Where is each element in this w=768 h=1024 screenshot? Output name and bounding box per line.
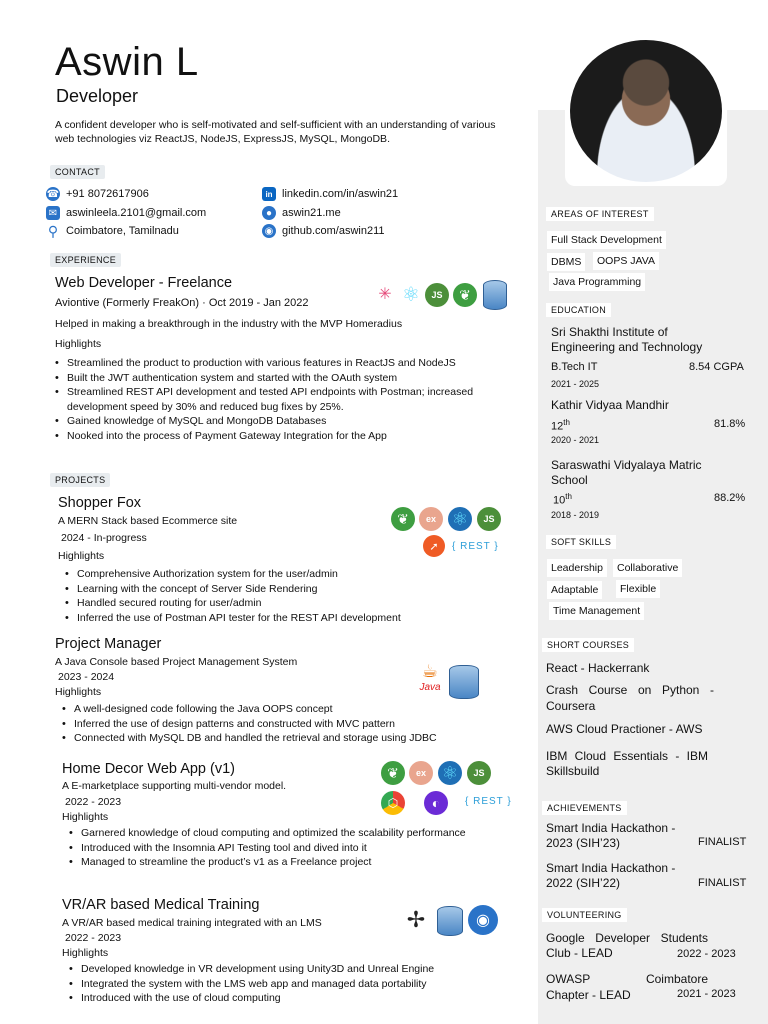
interest-heading: AREAS OF INTEREST bbox=[546, 207, 654, 221]
summary-text: A confident developer who is self-motivated and self-sufficient with an understanding of various web technologies viz ReactJS, NodeJS, ExpressJS, MySQL, MongoDB. bbox=[55, 119, 496, 145]
education-heading: EDUCATION bbox=[546, 303, 611, 317]
projects-heading: PROJECTS bbox=[50, 473, 110, 487]
website-row bbox=[262, 206, 341, 220]
degree-suffix: th bbox=[563, 418, 570, 427]
experience-highlights bbox=[54, 356, 474, 443]
volunteer-title-continued: Club - LEAD bbox=[546, 946, 613, 960]
list-item: • Inferred the use of Postman API tester for the REST API development bbox=[64, 611, 504, 626]
volunteer-years: 2022 - 2023 bbox=[677, 948, 736, 960]
years: 2018 - 2019 bbox=[551, 510, 600, 520]
mysql-icon bbox=[449, 665, 479, 699]
project-subtitle: A Java Console based Project Management System bbox=[55, 656, 298, 668]
project-highlights bbox=[61, 702, 491, 746]
phone-row bbox=[46, 187, 149, 201]
linkedin-row bbox=[262, 187, 398, 201]
java-icon bbox=[416, 660, 444, 700]
project-title: VR/AR based Medical Training bbox=[62, 897, 260, 913]
score: 81.8% bbox=[714, 418, 746, 430]
nodejs-icon: JS bbox=[425, 283, 449, 307]
skill-pill: Collaborative bbox=[613, 559, 682, 577]
candidate-name: Aswin L bbox=[55, 40, 199, 84]
project-date: 2024 - In-progress bbox=[61, 532, 147, 544]
list-item: • Comprehensive Authorization system for the user/admin bbox=[64, 567, 504, 582]
skill-pill: Time Management bbox=[549, 602, 644, 620]
phone-text: +91 8072617906 bbox=[66, 188, 149, 200]
project-highlights-label: Highlights bbox=[55, 686, 102, 698]
linkedin-icon: in bbox=[262, 187, 276, 201]
volunteer-title: OWASP Coimbatore bbox=[546, 972, 708, 986]
score: 88.2% bbox=[714, 492, 746, 504]
project-subtitle: A MERN Stack based Ecommerce site bbox=[58, 515, 238, 527]
contact-heading: CONTACT bbox=[50, 165, 105, 179]
rest-icon: { REST } bbox=[452, 541, 499, 552]
interest-pill: Full Stack Development bbox=[547, 231, 666, 249]
skill-pill: Adaptable bbox=[547, 581, 602, 599]
unity-icon: ✢ bbox=[406, 907, 426, 932]
github-icon: ◉ bbox=[262, 224, 276, 238]
mongodb-icon: ❦ bbox=[391, 507, 415, 531]
project-title: Project Manager bbox=[55, 636, 162, 652]
list-item: • Built the JWT authentication system and started with the OAuth system bbox=[54, 371, 474, 386]
list-item: • Learning with the concept of Server Side Rendering bbox=[64, 582, 504, 597]
degree-suffix: th bbox=[565, 492, 572, 501]
degree bbox=[551, 418, 570, 433]
degree-number: 12 bbox=[551, 420, 564, 433]
course-item-continued: Coursera bbox=[546, 699, 596, 713]
interest-pill: OOPS JAVA bbox=[593, 252, 659, 270]
list-item: • Introduced with the use of cloud computing bbox=[68, 991, 488, 1006]
project-title: Home Decor Web App (v1) bbox=[62, 761, 235, 777]
achievement-title: Smart India Hackathon - 2022 (SIH’22) bbox=[546, 861, 676, 890]
mongodb-icon: ❦ bbox=[453, 283, 477, 307]
volunteer-title-continued: Chapter - LEAD bbox=[546, 988, 631, 1002]
list-item: • Garnered knowledge of cloud computing and optimized the scalability performance bbox=[68, 826, 468, 841]
profile-photo bbox=[570, 40, 722, 182]
email-row bbox=[46, 206, 206, 220]
short-courses-heading: SHORT COURSES bbox=[542, 638, 634, 652]
course-item: React - Hackerrank bbox=[546, 661, 650, 675]
express-icon: ex bbox=[419, 507, 443, 531]
coffee-cup-icon: ☕ bbox=[421, 661, 439, 681]
experience-heading: EXPERIENCE bbox=[50, 253, 121, 267]
list-item: • Streamlined REST API development and tested API endpoints with Postman; increased development speed by 30% and reduced bug fixes by 25%. bbox=[54, 385, 474, 414]
degree: B.Tech IT bbox=[551, 361, 598, 373]
project-date: 2022 - 2023 bbox=[65, 932, 122, 944]
experience-description: Helped in making a breakthrough in the industry with the MVP Homeradius bbox=[55, 318, 403, 330]
list-item: • Connected with MySQL DB and handled the retrieval and storage using JDBC bbox=[61, 731, 491, 746]
soft-skills-heading: SOFT SKILLS bbox=[546, 535, 616, 549]
list-item: • Nooked into the process of Payment Gateway Integration for the App bbox=[54, 429, 474, 444]
candidate-title: Developer bbox=[56, 86, 139, 106]
course-item: Crash Course on Python - bbox=[546, 683, 714, 697]
email-text[interactable]: aswinleela.2101@gmail.com bbox=[66, 207, 207, 219]
phone-icon: ☎ bbox=[46, 188, 60, 200]
achievements-heading: ACHIEVEMENTS bbox=[542, 801, 627, 815]
mongodb-icon: ❦ bbox=[381, 761, 405, 785]
list-item: • Introduced with the Insomnia API Testing tool and dived into it bbox=[68, 841, 468, 856]
mysql-icon bbox=[437, 906, 463, 936]
list-item: • Streamlined the product to production with various features in ReactJS and NodeJS bbox=[54, 356, 474, 371]
course-item: IBM Cloud Essentials - IBM bbox=[546, 749, 708, 763]
degree-number: 10 bbox=[553, 494, 566, 507]
achievement-result: FINALIST bbox=[698, 877, 747, 889]
school-name: Saraswathi Vidyalaya Matric School bbox=[551, 458, 702, 487]
postman-icon: ➚ bbox=[423, 535, 445, 557]
react-icon: ⚛ bbox=[438, 761, 462, 785]
user-icon: ● bbox=[262, 206, 276, 220]
github-text[interactable]: github.com/aswin211 bbox=[282, 225, 385, 237]
project-highlights-label: Highlights bbox=[62, 811, 109, 823]
mysql-icon bbox=[483, 280, 507, 310]
school-name: Kathir Vidyaa Mandhir bbox=[551, 398, 669, 412]
skill-pill: Leadership bbox=[547, 559, 607, 577]
list-item: • Handled secured routing for user/admin bbox=[64, 596, 504, 611]
rest-icon: { REST } bbox=[465, 796, 512, 807]
list-item: • A well-designed code following the Java OOPS concept bbox=[61, 702, 491, 717]
nodejs-icon: JS bbox=[467, 761, 491, 785]
location-text: Coimbatore, Tamilnadu bbox=[66, 225, 179, 237]
project-highlights-label: Highlights bbox=[58, 550, 105, 562]
list-item: • Gained knowledge of MySQL and MongoDB Databases bbox=[54, 414, 474, 429]
degree bbox=[553, 492, 572, 507]
project-highlights bbox=[64, 567, 504, 625]
project-title: Shopper Fox bbox=[58, 495, 142, 511]
volunteer-title: Google Developer Students bbox=[546, 931, 708, 945]
list-item: • Integrated the system with the LMS web app and managed data portability bbox=[68, 977, 488, 992]
experience-title: Web Developer - Freelance bbox=[55, 275, 233, 291]
location-pin-icon: ⚲ bbox=[47, 222, 59, 239]
list-item: • Developed knowledge in VR development using Unity3D and Unreal Engine bbox=[68, 962, 488, 977]
experience-company: Aviontive (Formerly FreakOn) · Oct 2019 - Jan 2022 bbox=[55, 297, 309, 309]
insomnia-icon: ◐ bbox=[424, 791, 448, 815]
location-row bbox=[46, 224, 179, 238]
interest-pill: Java Programming bbox=[549, 273, 645, 291]
course-item: AWS Cloud Practioner - AWS bbox=[546, 722, 703, 736]
achievement-result: FINALIST bbox=[698, 836, 747, 848]
score: 8.54 CGPA bbox=[689, 361, 744, 373]
nodejs-icon: JS bbox=[477, 507, 501, 531]
school-name: Sri Shakthi Institute of Engineering and Technology bbox=[551, 325, 703, 354]
years: 2021 - 2025 bbox=[551, 379, 600, 389]
github-row bbox=[262, 224, 385, 238]
project-highlights-label: Highlights bbox=[62, 947, 109, 959]
project-date: 2022 - 2023 bbox=[65, 796, 122, 808]
react-icon: ⚛ bbox=[448, 507, 472, 531]
react-icon: ⚛ bbox=[402, 283, 420, 306]
project-highlights bbox=[68, 962, 488, 1006]
mail-icon: ✉ bbox=[46, 206, 60, 220]
list-item: • Managed to streamline the product’s v1 as a Freelance project bbox=[68, 855, 468, 870]
list-item: • Inferred the use of design patterns and constructed with MVC pattern bbox=[61, 717, 491, 732]
express-icon: ex bbox=[409, 761, 433, 785]
website-text[interactable]: aswin21.me bbox=[282, 207, 341, 219]
volunteer-years: 2021 - 2023 bbox=[677, 988, 736, 1000]
skill-pill: Flexible bbox=[616, 580, 660, 598]
project-date: 2023 - 2024 bbox=[58, 671, 115, 683]
project-highlights bbox=[68, 826, 468, 870]
google-cloud-icon: ⬡ bbox=[381, 791, 405, 815]
java-label: Java bbox=[419, 682, 441, 693]
project-subtitle: A VR/AR based medical training integrated with an LMS bbox=[62, 917, 322, 929]
github-icon: ◉ bbox=[468, 905, 498, 935]
interest-pill: DBMS bbox=[547, 253, 585, 271]
course-item-continued: Skillsbuild bbox=[546, 764, 600, 778]
graphql-icon: ✳ bbox=[378, 286, 392, 303]
project-subtitle: A E-marketplace supporting multi-vendor model. bbox=[62, 780, 287, 792]
achievement-title: Smart India Hackathon - 2023 (SIH’23) bbox=[546, 821, 676, 850]
linkedin-text[interactable]: linkedin.com/in/aswin21 bbox=[282, 188, 399, 200]
volunteering-heading: VOLUNTEERING bbox=[542, 908, 627, 922]
years: 2020 - 2021 bbox=[551, 435, 600, 445]
experience-highlights-label: Highlights bbox=[55, 338, 102, 350]
